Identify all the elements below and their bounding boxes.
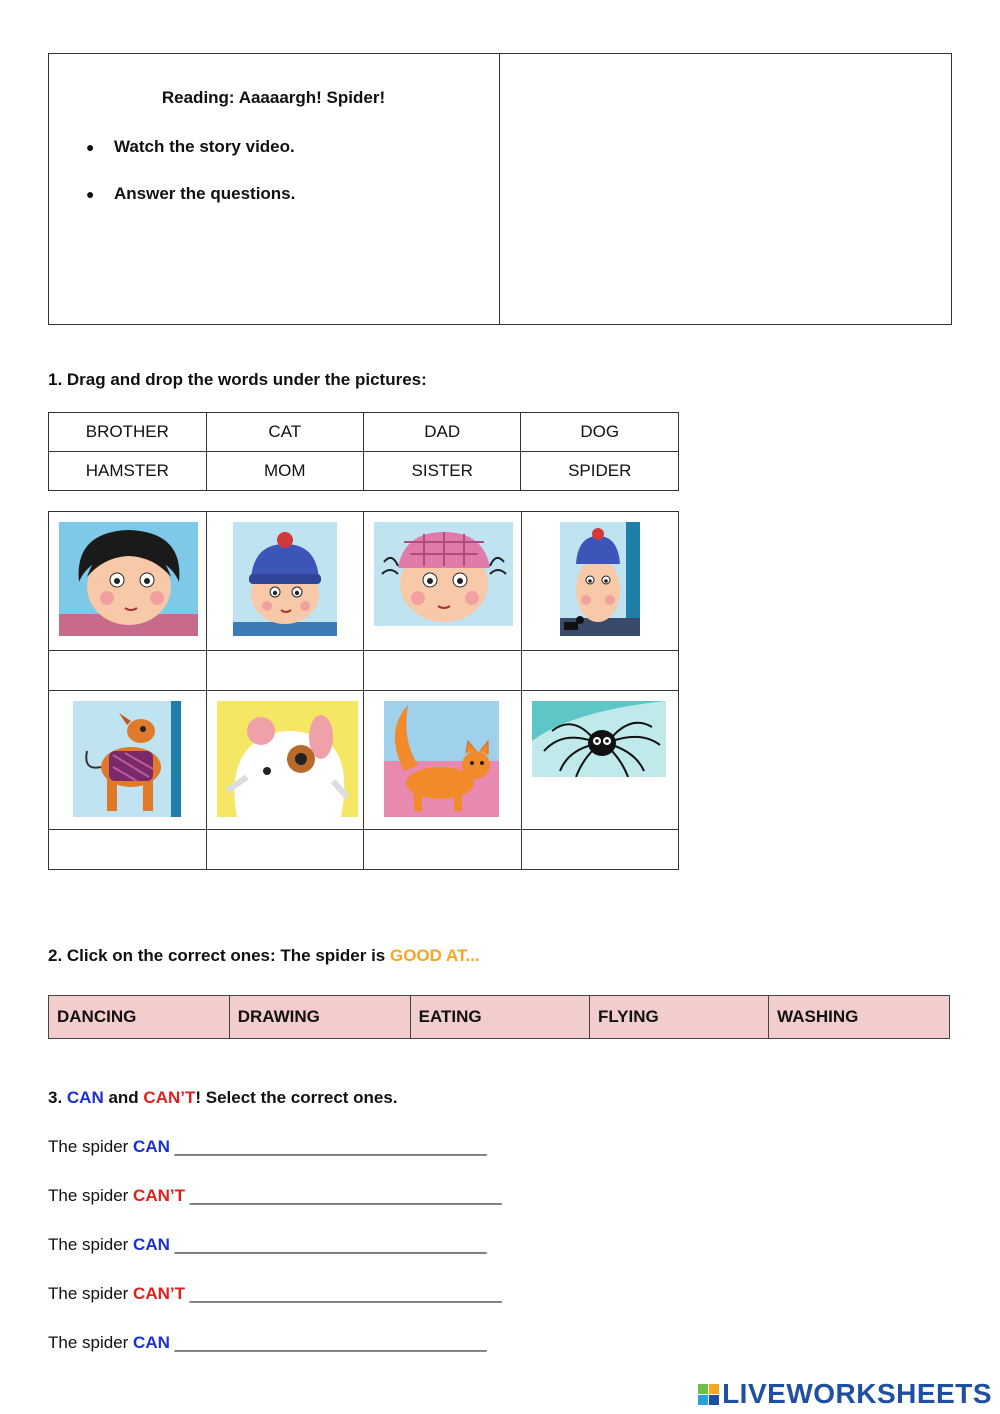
drop-zone[interactable]: [521, 651, 679, 691]
spider-picture: [532, 701, 666, 777]
word-tile[interactable]: DOG: [521, 413, 679, 452]
option-drawing[interactable]: DRAWING: [229, 996, 410, 1039]
word-tile[interactable]: SISTER: [363, 452, 520, 491]
header-divider: [499, 53, 500, 325]
bullet-dot-icon: ●: [86, 139, 95, 155]
drop-zone[interactable]: [206, 651, 364, 691]
dad-picture: [560, 522, 640, 636]
answer-blank[interactable]: _________________________________: [185, 1186, 502, 1205]
cat-picture: [384, 701, 499, 817]
word-tile[interactable]: MOM: [206, 452, 363, 491]
answer-blank[interactable]: _________________________________: [169, 1333, 487, 1352]
bullet-dot-icon: ●: [86, 186, 95, 202]
bullet-watch-video: ● Watch the story video.: [86, 137, 295, 156]
can-line[interactable]: The spider CAN _________________________________: [48, 1137, 487, 1156]
picture-cell: [49, 512, 207, 651]
q2-title: 2. Click on the correct ones: The spider is GOOD AT...: [48, 946, 480, 965]
brother-picture: [233, 522, 337, 636]
skill-options: [48, 995, 950, 1039]
option-eating[interactable]: EATING: [410, 996, 589, 1039]
cant-line[interactable]: The spider CAN’T _________________________________: [48, 1284, 502, 1303]
word-bank: [48, 412, 679, 491]
q3-title: 3. CAN and CAN’T! Select the correct ones.: [48, 1088, 398, 1107]
mom-picture: [59, 522, 198, 636]
word-tile[interactable]: CAT: [206, 413, 363, 452]
picture-cell: [206, 512, 364, 651]
option-washing[interactable]: WASHING: [769, 996, 950, 1039]
word-tile[interactable]: DAD: [363, 413, 520, 452]
liveworksheets-logo: LIVEWORKSHEETS: [698, 1378, 992, 1410]
reading-title: Reading: Aaaaargh! Spider!: [161, 88, 386, 107]
picture-cell: [521, 691, 679, 830]
drop-zone[interactable]: [49, 651, 207, 691]
picture-cell: [49, 691, 207, 830]
drop-zone[interactable]: [364, 830, 522, 870]
picture-cell: [364, 691, 522, 830]
drop-zone[interactable]: [206, 830, 364, 870]
answer-blank[interactable]: _________________________________: [185, 1284, 502, 1303]
word-tile[interactable]: HAMSTER: [49, 452, 207, 491]
picture-cell: [206, 691, 364, 830]
answer-blank[interactable]: _________________________________: [169, 1235, 487, 1254]
can-line[interactable]: The spider CAN _________________________________: [48, 1235, 487, 1254]
cant-line[interactable]: The spider CAN’T _________________________________: [48, 1186, 502, 1205]
word-tile[interactable]: SPIDER: [521, 452, 679, 491]
can-line[interactable]: The spider CAN _________________________________: [48, 1333, 487, 1352]
picture-cell: [521, 512, 679, 651]
drop-zone[interactable]: [521, 830, 679, 870]
picture-cell: [364, 512, 522, 651]
option-flying[interactable]: FLYING: [589, 996, 768, 1039]
option-dancing[interactable]: DANCING: [49, 996, 230, 1039]
word-tile[interactable]: BROTHER: [49, 413, 207, 452]
bullet-answer-questions: ● Answer the questions.: [86, 184, 296, 203]
picture-grid: [48, 511, 679, 870]
sister-picture: [374, 522, 513, 626]
drop-zone[interactable]: [49, 830, 207, 870]
good-at-highlight: GOOD AT...: [389, 946, 480, 965]
dog-picture: [73, 701, 181, 817]
drop-zone[interactable]: [364, 651, 522, 691]
hamster-picture: [217, 701, 358, 817]
logo-mark-icon: [698, 1384, 719, 1405]
answer-blank[interactable]: _________________________________: [169, 1137, 487, 1156]
q1-title: 1. Drag and drop the words under the pictures:: [48, 370, 427, 389]
